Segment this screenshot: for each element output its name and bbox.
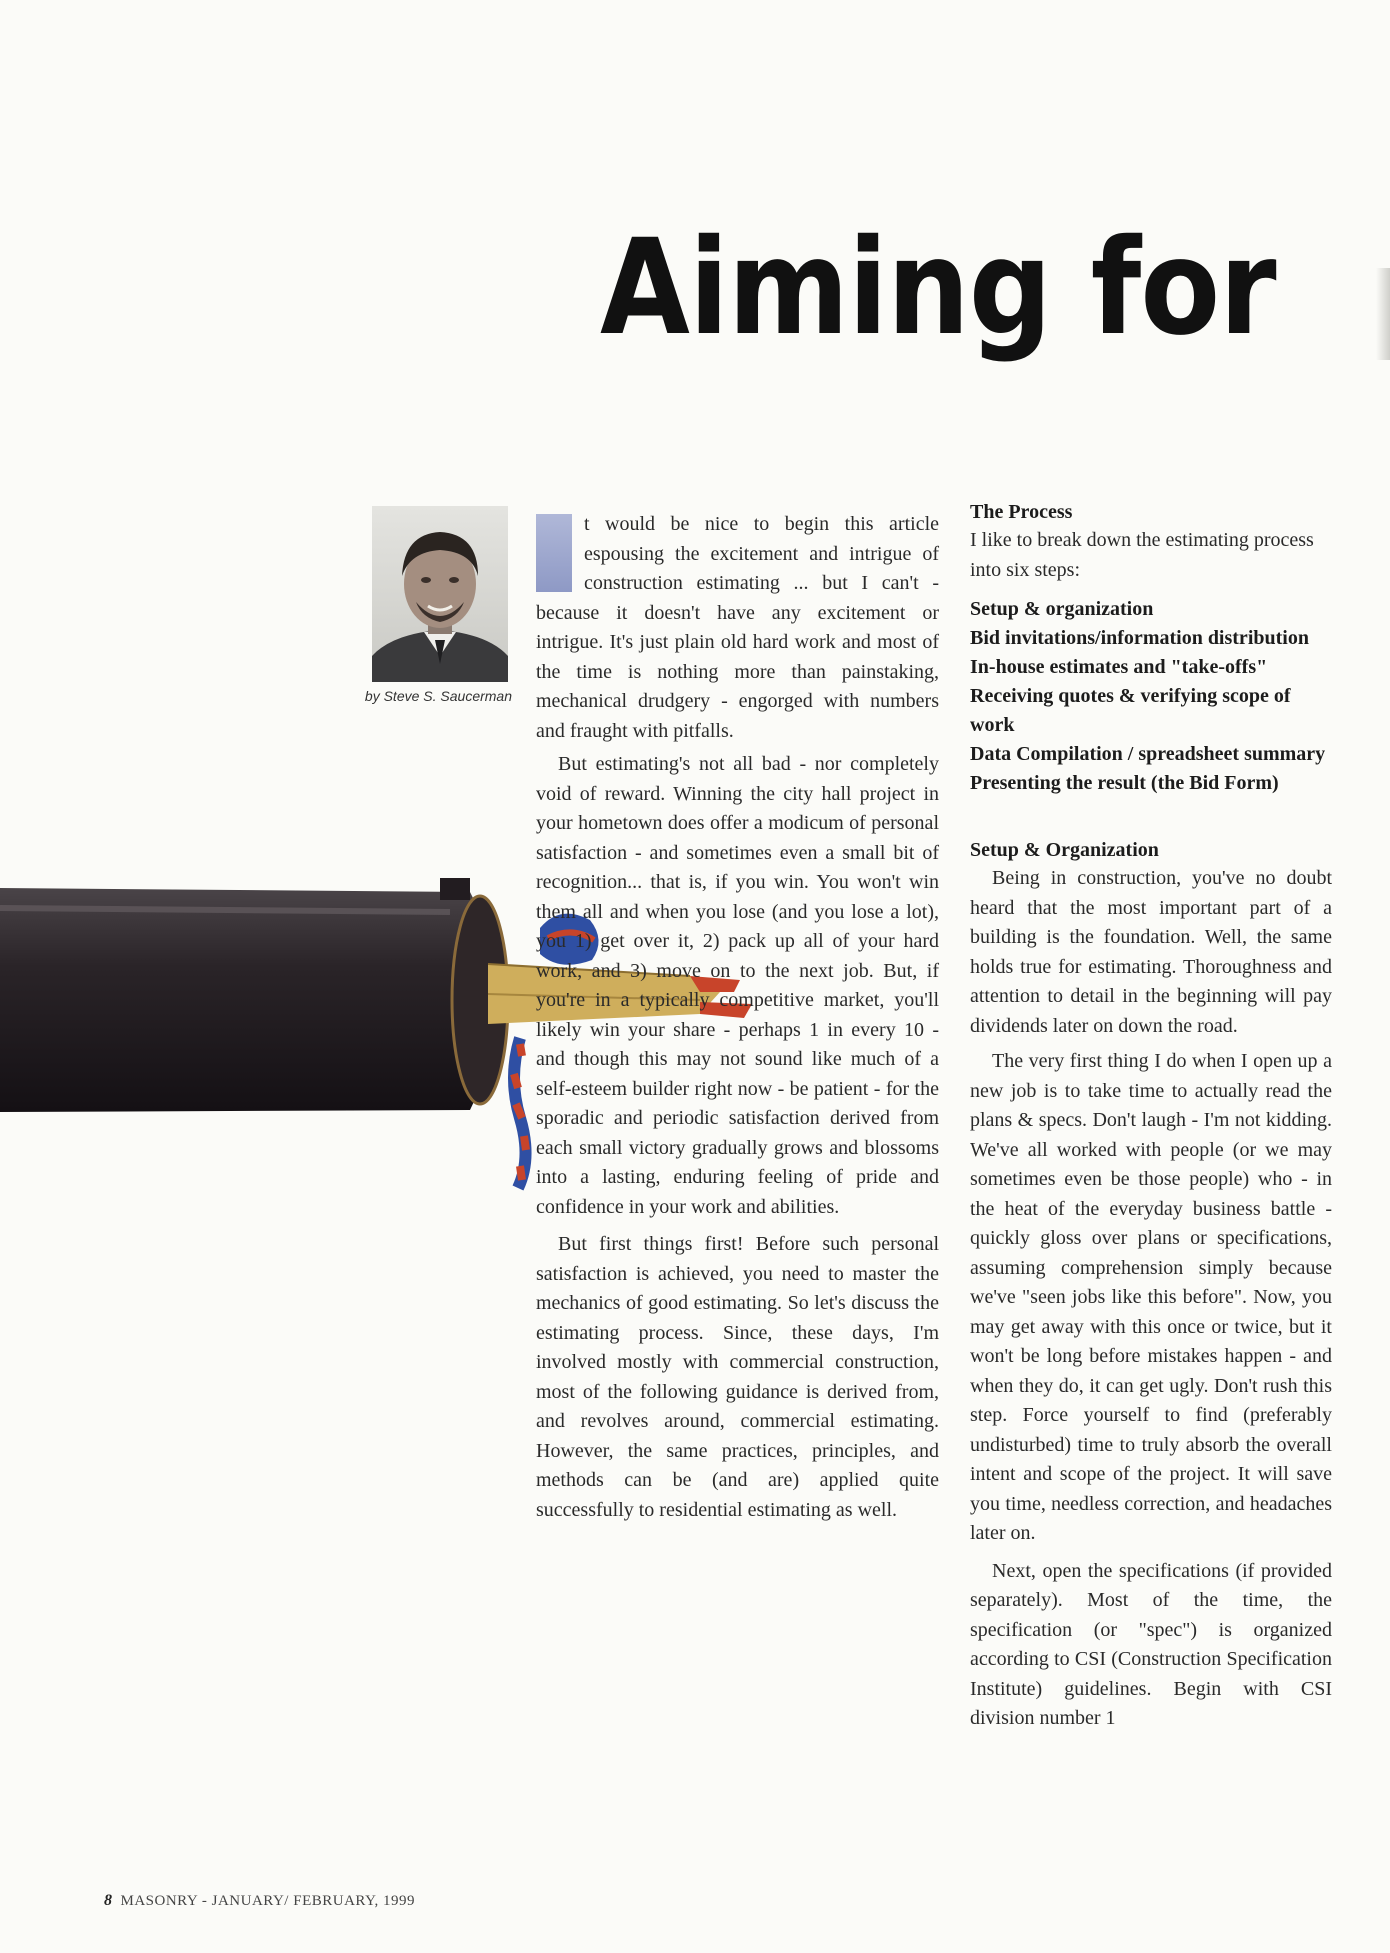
- intro-paragraph-1: t would be nice to begin this article espousing the excitement and intrigue of construction estimating ... but I can't - because it doesn't have any excitement or intrigue. It's just plain old hard work and most of the time is nothing more than painstaking, mechanical drudgery - engorged with numbers and fraught with pitfalls.: [536, 513, 939, 742]
- page-edge-shadow: [1376, 268, 1390, 360]
- intro-paragraph-2: But estimating's not all bad - nor completely void of reward. Winning the city hall project in your hometown does offer a modicum of personal satisfaction - and sometimes even a small bit of recognition... that is, if you win. You won't win them all and when you lose (and you lose a lot), you 1) get over it, 2) pack up all of your hard work, and 3) move on to the next job. But, if you're in a typically competitive market, you'll likely win your share - perhaps 1 in every 10 - and though this may not sound like much of a self-esteem builder right now - be patient - for the sporadic and periodic satisfaction derived from each small victory gradually grows and blossoms into a lasting, enduring feeling of pride and confidence in your work and abilities.: [536, 753, 939, 1218]
- article-column-right: [970, 498, 1332, 1734]
- process-step: Presenting the result (the Bid Form): [970, 772, 1279, 794]
- author-portrait: [372, 506, 508, 682]
- setup-paragraph-3: Next, open the specifications (if provided separately). Most of the time, the specification (or "spec") is organized according to CSI (Construction Specification Institute) guidelines. Begin with CSI division number 1: [970, 1559, 1332, 1729]
- process-steps-list: [970, 595, 1332, 798]
- setup-paragraph-2: The very first thing I do when I open up a new job is to take time to actually read the plans & specs. Don't laugh - I'm not kidding. We've all worked with people (or we may sometimes even be those people) who - in the heat of the everyday business battle - quickly gloss over plans or specifications, assuming comprehension simply because we've "seen jobs like this before". Now, you may get away with this once or twice, but it won't be long before mistakes happen - and when they do, it can get ugly. Don't rush this step. Force yourself to find (preferably undisturbed) time to truly absorb the overall intent and scope of the project. It will save you time, needless correction, and headaches later on.: [970, 1050, 1332, 1544]
- process-heading: The Process: [970, 501, 1073, 523]
- article-title: Aiming for: [600, 211, 1276, 365]
- process-step: Bid invitations/information distribution: [970, 627, 1309, 649]
- intro-paragraph-3: But first things first! Before such personal satisfaction is achieved, you need to master the mechanics of good estimating. So let's discuss the estimating process. Since, these days, I'm involved mostly with commercial construction, most of the following guidance is derived from, and revolves around, commercial estimating. However, the same practices, principles, and methods can be (and are) applied quite successfully to residential estimating as well.: [536, 1233, 939, 1521]
- process-intro: I like to break down the estimating process into six steps:: [970, 529, 1314, 581]
- drop-cap-letter-i: [536, 514, 572, 592]
- setup-heading: Setup & Organization: [970, 839, 1159, 861]
- page-footer: [104, 1892, 415, 1910]
- footer-publication: MASONRY - JANUARY/ FEBRUARY, 1999: [120, 1893, 415, 1909]
- process-step: In-house estimates and "take-offs": [970, 656, 1268, 678]
- setup-paragraph-1: Being in construction, you've no doubt heard that the most important part of a building is the foundation. Well, the same holds true for estimating. Thoroughness and attention to detail in the beginning will pay dividends later on down the road.: [970, 867, 1332, 1037]
- process-step: Setup & organization: [970, 598, 1154, 620]
- article-column-left: [536, 510, 939, 1525]
- process-step: Receiving quotes & verifying scope of work: [970, 685, 1291, 736]
- process-step: Data Compilation / spreadsheet summary: [970, 743, 1326, 765]
- page-number: 8: [104, 1892, 113, 1909]
- author-byline: by Steve S. Saucerman: [364, 688, 512, 704]
